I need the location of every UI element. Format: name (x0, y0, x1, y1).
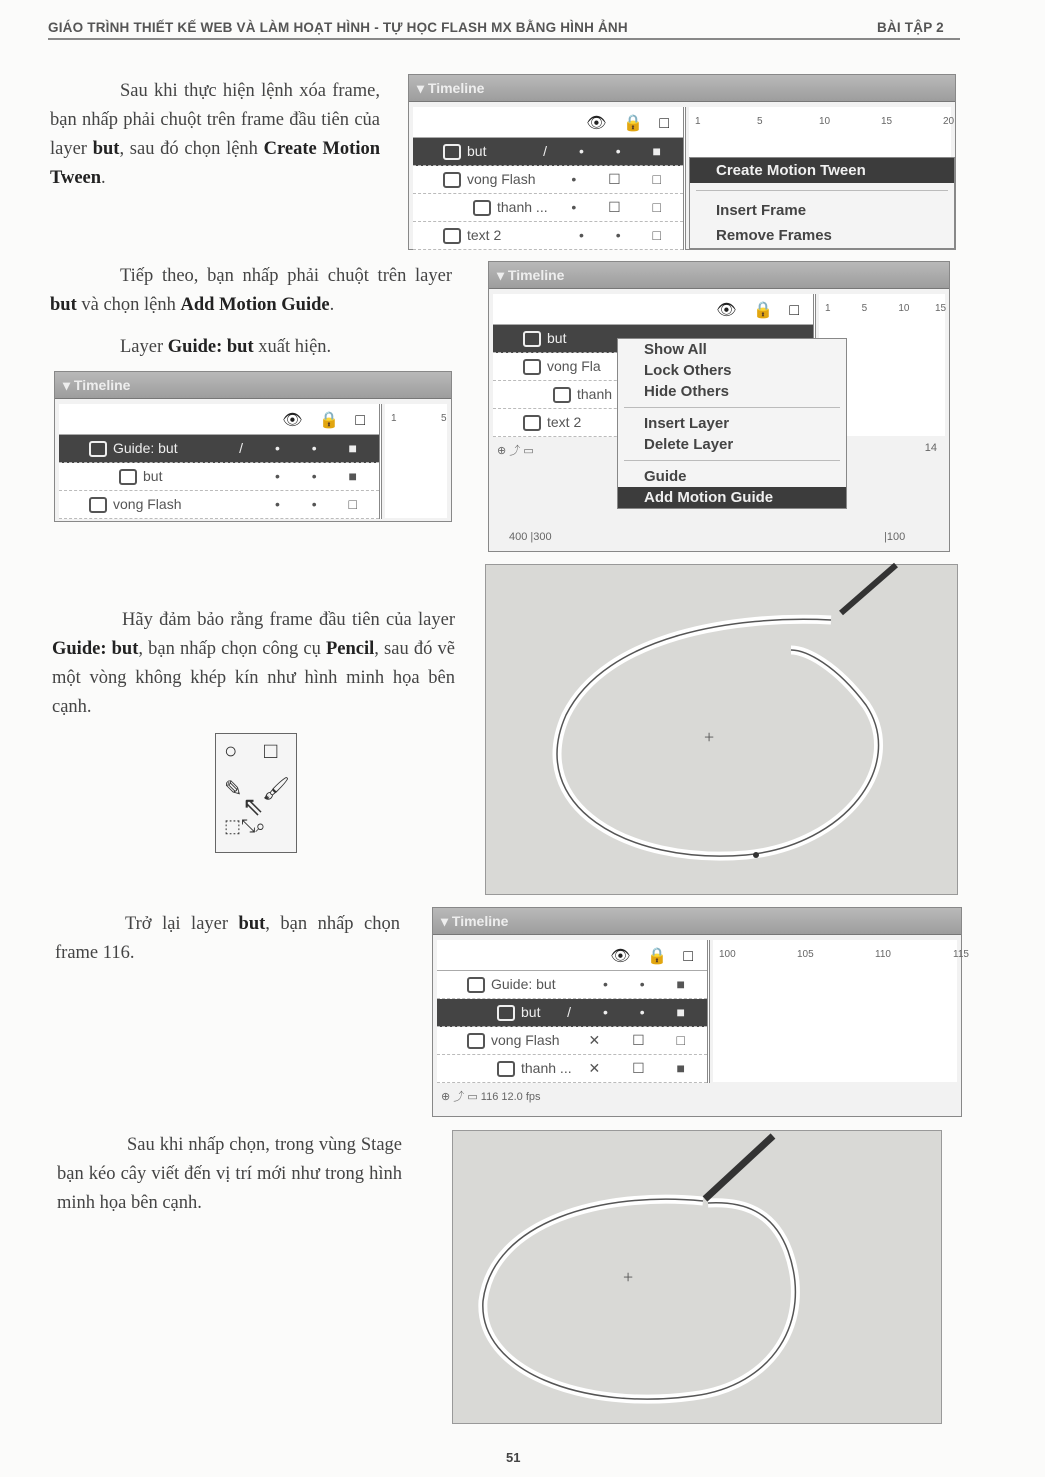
text: . (329, 295, 335, 315)
text: Tiếp theo, bạn nhấp phải chuột trên layer (120, 266, 452, 286)
timeline-panel-create-motion-tween (408, 74, 956, 250)
bold-text: Add Motion Guide (180, 295, 330, 315)
layer-list (437, 940, 710, 1083)
text: và chọn lệnh (76, 295, 181, 315)
ruler-tick-label: 10 (898, 303, 910, 314)
bold-text: Pencil (325, 639, 375, 659)
stage-ruler-label-right: |100 (884, 531, 906, 543)
layer-icon (89, 497, 107, 513)
menu-item-lock-others[interactable]: Lock Others (644, 362, 732, 379)
text: Sau khi thực hiện lệnh xóa frame, bạn nhấp phải chuột trên frame đầu tiên của layer (50, 81, 380, 159)
layer-list (413, 107, 686, 250)
panel-title: ▾ Timeline (417, 80, 485, 96)
paragraph-5 (55, 910, 400, 968)
frame-ruler[interactable] (713, 940, 969, 970)
header-rule (48, 38, 960, 40)
text: . (101, 168, 106, 188)
layer-icon (467, 977, 485, 993)
layer-icon (553, 387, 571, 403)
panel-title-bar[interactable] (433, 908, 961, 935)
text: , bạn nhấp chọn frame 116. (55, 914, 401, 963)
layer-icon (443, 172, 461, 188)
layer-row[interactable] (413, 138, 683, 166)
running-header-title: GIÁO TRÌNH THIẾT KẾ WEB VÀ LÀM HOẠT HÌNH - TỰ HỌC FLASH MX BẰNG HÌNH ẢNH (48, 20, 628, 35)
open-loop-drawing (486, 565, 957, 894)
paragraph-2 (50, 262, 452, 320)
layer-name: but (143, 468, 163, 484)
layer-name: vong Flash (467, 171, 536, 187)
layer-state-toggles[interactable]: / • • ■ (239, 440, 371, 456)
bold-text: but (238, 914, 266, 934)
show-lock-outline-icons[interactable]: 👁 🔒 □ (610, 948, 699, 965)
layer-name: thanh (577, 386, 613, 402)
layer-icon (443, 228, 461, 244)
layer-name: but (547, 330, 567, 346)
layer-state-toggles[interactable]: • • □ (274, 496, 371, 512)
pencil-tool-icon[interactable]: ✎ (224, 776, 243, 801)
layer-header-row (59, 404, 379, 435)
layer-state-toggles[interactable]: ✕ ☐ □ (588, 1032, 699, 1048)
frame-ruler[interactable] (689, 107, 955, 137)
ruler-tick-label: 105 (797, 949, 814, 960)
paragraph-6 (57, 1131, 402, 1218)
layer-header-row (413, 107, 683, 138)
layer-icon (89, 441, 107, 457)
svg-text:+: + (623, 1267, 634, 1287)
layer-header-row (493, 294, 813, 325)
menu-item-insert-layer[interactable]: Insert Layer (644, 415, 730, 432)
layer-list (59, 404, 382, 519)
show-lock-outline-icons[interactable]: 👁 🔒 □ (282, 412, 371, 429)
show-lock-outline-icons[interactable]: 👁 🔒 □ (716, 302, 805, 319)
ruler-tick-label: 5 (441, 413, 447, 424)
ruler-tick-label: 15 (881, 116, 893, 127)
layer-name: thanh ... (497, 199, 548, 215)
rectangle-tool-icon[interactable]: □ (264, 738, 278, 763)
layer-state-toggles[interactable]: • ☐ □ (571, 199, 675, 215)
panel-title-bar[interactable] (55, 372, 451, 399)
menu-separator (624, 407, 840, 408)
layer-name: vong Flash (491, 1032, 560, 1048)
layer-state-toggles[interactable]: • • □ (578, 227, 675, 243)
timeline-status-bar (441, 1088, 953, 1104)
layer-icon (523, 331, 541, 347)
layer-row[interactable] (413, 166, 683, 194)
layer-name: Guide: but (113, 440, 178, 456)
menu-item-hide-others[interactable]: Hide Others (644, 383, 730, 400)
cursor-icon: ⇖ (242, 792, 264, 821)
menu-item-insert-frame[interactable]: Insert Frame (716, 202, 807, 219)
layer-row[interactable] (59, 491, 379, 519)
timeline-status-bar (497, 442, 534, 458)
ruler-tick-label: 5 (757, 116, 763, 127)
current-frame: 116 (480, 1091, 502, 1103)
ruler-tick-label: 5 (861, 303, 868, 314)
ruler-tick-label: 1 (391, 413, 397, 424)
text: , sau đó chọn lệnh (119, 139, 264, 159)
text: Hãy đảm bảo rằng frame đầu tiên của layer (122, 610, 455, 630)
layer-name: vong Fla (547, 358, 601, 374)
layer-state-toggles[interactable]: • ☐ □ (571, 171, 675, 187)
layer-name: text 2 (547, 414, 582, 430)
ruler-tick-label: 115 (953, 949, 969, 960)
timeline-panel-guide-layer (54, 371, 452, 522)
bold-text: Create Motion Tween (50, 139, 380, 188)
layer-icon (523, 415, 541, 431)
text: xuất hiện. (253, 337, 332, 357)
text: Layer (120, 337, 168, 357)
text: , sau đó vẽ một vòng không khép kín như hình minh họa bên cạnh. (52, 639, 455, 717)
layer-icon (523, 359, 541, 375)
frame-area[interactable] (385, 404, 447, 518)
ruler-tick-label: 1 (695, 116, 701, 127)
selection-tools-icon[interactable]: ⬚⤡⌕ (224, 816, 266, 836)
layer-state-toggles[interactable]: ✕ ☐ ■ (588, 1060, 699, 1076)
stage-ruler-label-left: 400 |300 (509, 531, 552, 543)
show-lock-outline-icons[interactable]: 👁 🔒 □ (586, 115, 675, 132)
bold-text: but (50, 295, 77, 315)
stage-pencil-drawing (485, 564, 958, 895)
ruler-tick-label: 100 (719, 949, 736, 960)
layer-state-toggles[interactable]: • • ■ (602, 976, 699, 992)
add-layer-buttons-icon[interactable]: ⊕ ⤴ ▭ (441, 1091, 481, 1103)
context-menu (689, 157, 955, 249)
layer-name: vong Flash (113, 496, 182, 512)
layer-icon (467, 1033, 485, 1049)
layer-icon (443, 144, 461, 160)
layer-row[interactable] (59, 463, 379, 491)
context-menu (617, 338, 847, 509)
brush-tool-icon[interactable]: 🖌 (262, 776, 290, 801)
layer-icon (473, 200, 491, 216)
add-layer-buttons-icon[interactable]: ⊕ ⤴ ▭ (497, 445, 534, 457)
menu-item-remove-frames[interactable]: Remove Frames (716, 227, 832, 244)
text: Trở lại layer (125, 914, 239, 934)
ruler-tick-label: 20 (943, 116, 955, 127)
panel-title: ▾ Timeline (63, 377, 131, 393)
ruler-tick-label: 1 (825, 303, 831, 314)
frame-ruler[interactable] (819, 294, 945, 324)
svg-text:+: + (704, 727, 715, 747)
oval-tool-icon[interactable]: ○ (224, 738, 238, 763)
menu-item-guide[interactable]: Guide (644, 468, 687, 485)
menu-separator (624, 460, 840, 461)
menu-item-delete-layer[interactable]: Delete Layer (644, 436, 734, 453)
panel-title: ▾ Timeline (441, 913, 509, 929)
open-loop-drawing (453, 1131, 941, 1423)
bold-text: but (92, 139, 120, 159)
current-frame: 14 (924, 442, 937, 454)
stage-moved-pencil (452, 1130, 942, 1424)
bold-text: Guide: but (167, 337, 254, 357)
running-header-section: BÀI TẬP 2 (877, 20, 944, 35)
bold-text: Guide: but (52, 639, 139, 659)
menu-separator (696, 190, 948, 191)
text: , bạn nhấp chọn công cụ (138, 639, 326, 659)
layer-state-toggles[interactable]: • • ■ (274, 468, 371, 484)
menu-item-add-motion-guide[interactable]: Add Motion Guide (618, 487, 846, 508)
timeline-panel-add-motion-guide (488, 261, 950, 552)
text: Sau khi nhấp chọn, trong vùng Stage bạn kéo cây viết đến vị trí mới như trong hình minh họa bên cạnh. (57, 1135, 402, 1213)
layer-row[interactable] (437, 1055, 707, 1083)
layer-header-row (437, 940, 707, 971)
layer-name: text 2 (467, 227, 502, 243)
layer-state-toggles[interactable]: / • • ■ (567, 1004, 699, 1020)
layer-name: but (467, 143, 487, 159)
ruler-tick-label: 110 (875, 949, 891, 960)
pencil-icon (841, 565, 896, 613)
ruler-tick-label: 15 (935, 303, 947, 314)
toolbox (215, 733, 297, 853)
ruler-tick-label: 10 (819, 116, 831, 127)
layer-name: Guide: but (491, 976, 556, 992)
paragraph-1 (50, 77, 380, 193)
layer-icon (497, 1061, 515, 1077)
layer-name: but (521, 1004, 541, 1020)
layer-row[interactable] (437, 971, 707, 999)
panel-title-bar[interactable] (489, 262, 949, 289)
layer-row[interactable] (59, 435, 379, 463)
menu-item-create-motion-tween[interactable]: Create Motion Tween (690, 158, 954, 183)
layer-icon (497, 1005, 515, 1021)
layer-row[interactable] (437, 1027, 707, 1055)
page-number: 51 (506, 1450, 521, 1465)
layer-icon (119, 469, 137, 485)
frame-ruler[interactable] (385, 404, 447, 434)
menu-item-show-all[interactable]: Show All (644, 341, 707, 358)
paragraph-4 (52, 606, 455, 722)
panel-title: ▾ Timeline (497, 267, 565, 283)
paragraph-3 (50, 333, 452, 362)
layer-row[interactable] (413, 194, 683, 222)
frame-rate: 12.0 fps (501, 1091, 541, 1103)
layer-name: thanh ... (521, 1060, 572, 1076)
layer-row[interactable] (437, 999, 707, 1027)
panel-title-bar[interactable] (409, 75, 955, 102)
pencil-icon (705, 1136, 773, 1199)
timeline-panel-frame-116 (432, 907, 969, 1117)
layer-state-toggles[interactable]: / • • ■ (543, 143, 675, 159)
layer-row[interactable] (413, 222, 683, 250)
frame-area[interactable] (713, 940, 969, 1082)
